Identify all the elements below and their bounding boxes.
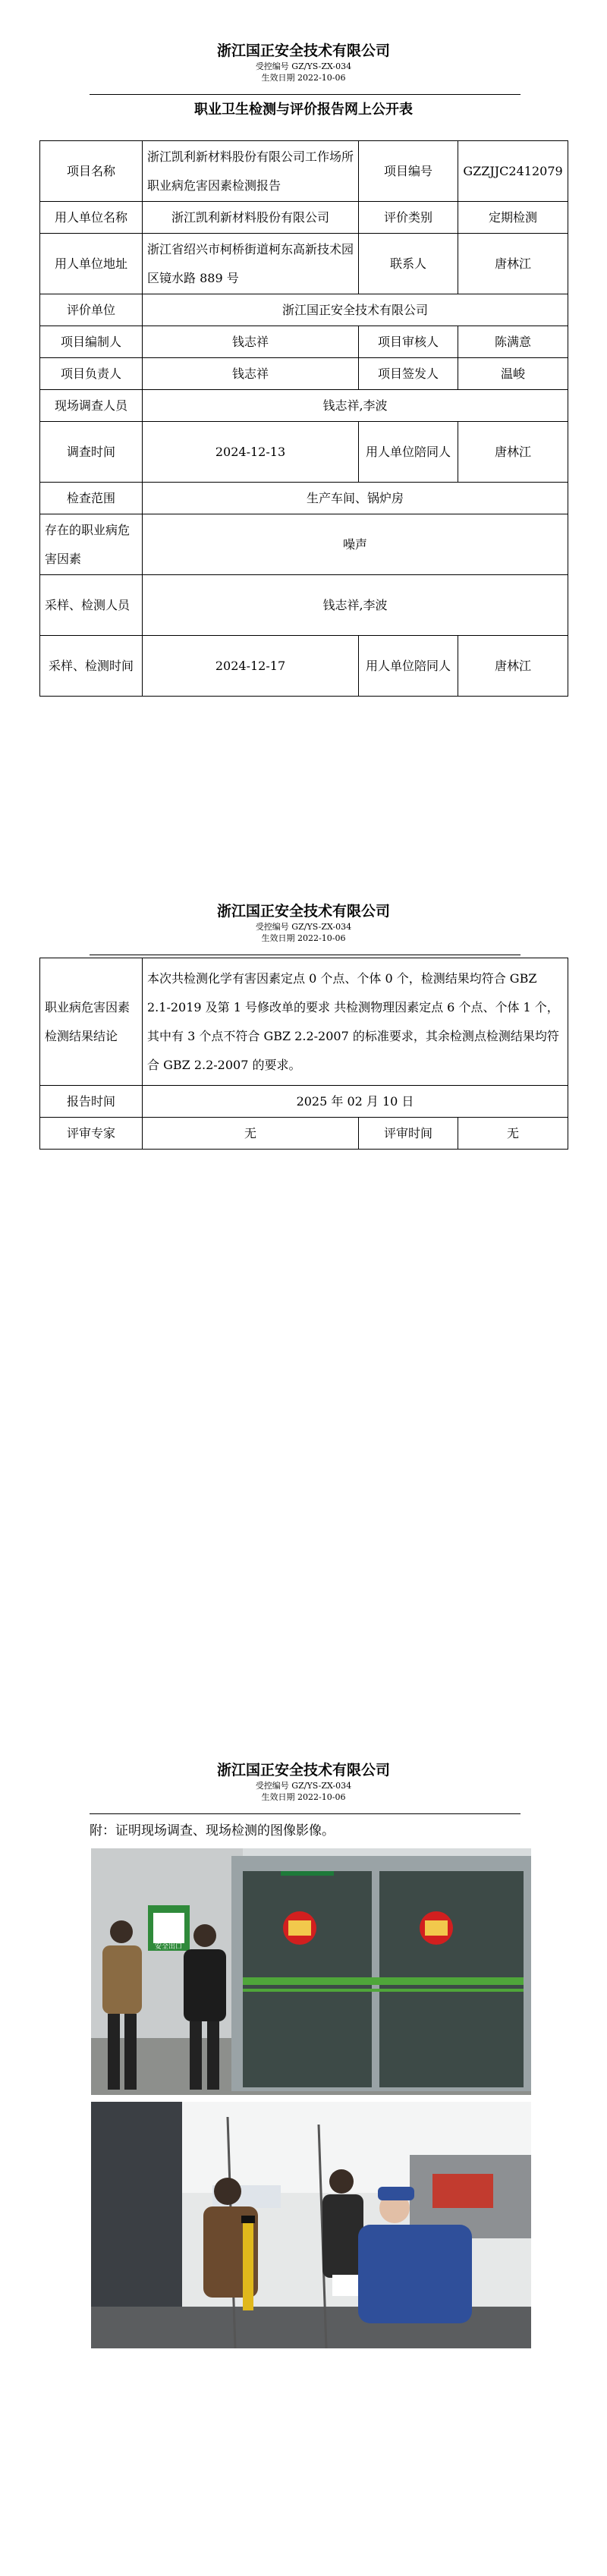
address: 浙江省绍兴市柯桥街道柯东高新技术园区镜水路 889 号 (143, 234, 359, 294)
report-title: 职业卫生检测与评价报告网上公开表 (194, 102, 413, 118)
review-time-label: 评审时间 (359, 1118, 458, 1150)
hazards: 噪声 (143, 514, 568, 575)
doc-number: 受控编号 GZ/YS-ZX-034 (255, 922, 352, 932)
leader: 钱志祥 (143, 358, 359, 390)
issuer: 温峻 (458, 358, 568, 390)
effective-date: 生效日期 2022-10-06 (261, 933, 346, 943)
effective-date: 生效日期 2022-10-06 (261, 73, 346, 83)
survey-time: 2024-12-13 (143, 422, 359, 483)
compiler-label: 项目编制人 (40, 326, 143, 358)
site-survey-image (91, 1848, 531, 2095)
survey-time-label: 调查时间 (40, 422, 143, 483)
expert-label: 评审专家 (40, 1118, 143, 1150)
address-label: 用人单位地址 (40, 234, 143, 294)
attachment-title: 附：证明现场调查、现场检测的图像影像。 (90, 1823, 335, 1838)
page-header-2 (0, 901, 607, 944)
site-sampling-image (91, 2102, 531, 2348)
sampling-time: 2024-12-17 (143, 636, 359, 697)
company-name: 浙江国正安全技术有限公司 (216, 42, 390, 59)
company-name: 浙江国正安全技术有限公司 (216, 1762, 390, 1779)
investigators-label: 现场调查人员 (40, 390, 143, 422)
accompany: 唐林江 (458, 422, 568, 483)
doc-number: 受控编号 GZ/YS-ZX-034 (255, 1781, 352, 1791)
reviewer-label: 项目审核人 (359, 326, 458, 358)
expert: 无 (143, 1118, 359, 1150)
site-survey-photo (91, 1848, 531, 2095)
eval-unit-label: 评价单位 (40, 294, 143, 326)
conclusion-table (39, 958, 568, 1150)
review-time: 无 (458, 1118, 568, 1150)
samplers-label: 采样、检测人员 (40, 575, 143, 636)
compiler: 钱志祥 (143, 326, 359, 358)
sampling-time-label: 采样、检测时间 (40, 636, 143, 697)
report-time: 2025 年 02 月 10 日 (143, 1086, 568, 1118)
report-time-label: 报告时间 (40, 1086, 143, 1118)
conclusion-label: 职业病危害因素检测结果结论 (40, 958, 143, 1086)
effective-date: 生效日期 2022-10-06 (261, 1792, 346, 1802)
eval-type-label: 评价类别 (359, 202, 458, 234)
employer: 浙江凯利新材料股份有限公司 (143, 202, 359, 234)
report-info-table (39, 140, 568, 697)
contact: 唐林江 (458, 234, 568, 294)
hazards-label: 存在的职业病危害因素 (40, 514, 143, 575)
accompany-label: 用人单位陪同人 (359, 422, 458, 483)
employer-label: 用人单位名称 (40, 202, 143, 234)
contact-label: 联系人 (359, 234, 458, 294)
page-header-3 (0, 1760, 607, 1803)
header-divider (90, 1813, 521, 1814)
issuer-label: 项目签发人 (359, 358, 458, 390)
leader-label: 项目负责人 (40, 358, 143, 390)
eval-type: 定期检测 (458, 202, 568, 234)
scope-label: 检查范围 (40, 483, 143, 514)
accompany2: 唐林江 (458, 636, 568, 697)
site-sampling-photo (91, 2102, 531, 2348)
accompany2-label: 用人单位陪同人 (359, 636, 458, 697)
page-header-1 (0, 41, 607, 83)
project-no-label: 项目编号 (359, 141, 458, 202)
investigators: 钱志祥,李波 (143, 390, 568, 422)
project-no: GZZJJC2412079 (458, 141, 568, 202)
project-name-label: 项目名称 (40, 141, 143, 202)
doc-number: 受控编号 GZ/YS-ZX-034 (255, 61, 352, 71)
company-name: 浙江国正安全技术有限公司 (216, 903, 390, 920)
eval-unit: 浙江国正安全技术有限公司 (143, 294, 568, 326)
project-name: 浙江凯利新材料股份有限公司工作场所职业病危害因素检测报告 (143, 141, 359, 202)
samplers: 钱志祥,李波 (143, 575, 568, 636)
exit-sign-text: 安全出口 (154, 1943, 183, 1951)
scope: 生产车间、锅炉房 (143, 483, 568, 514)
header-divider (90, 94, 521, 95)
reviewer: 陈满意 (458, 326, 568, 358)
conclusion-text: 本次共检测化学有害因素定点 0 个点、个体 0 个，检测结果均符合 GBZ 2.1-2019 及第 1 号修改单的要求 共检测物理因素定点 6 个点、个体 1 个，其中有 3 个点不符合 GBZ 2.2-2007 的标准要求，其余检测点检测结果均符合 GBZ 2.2-2007 的要求。 (143, 958, 568, 1086)
